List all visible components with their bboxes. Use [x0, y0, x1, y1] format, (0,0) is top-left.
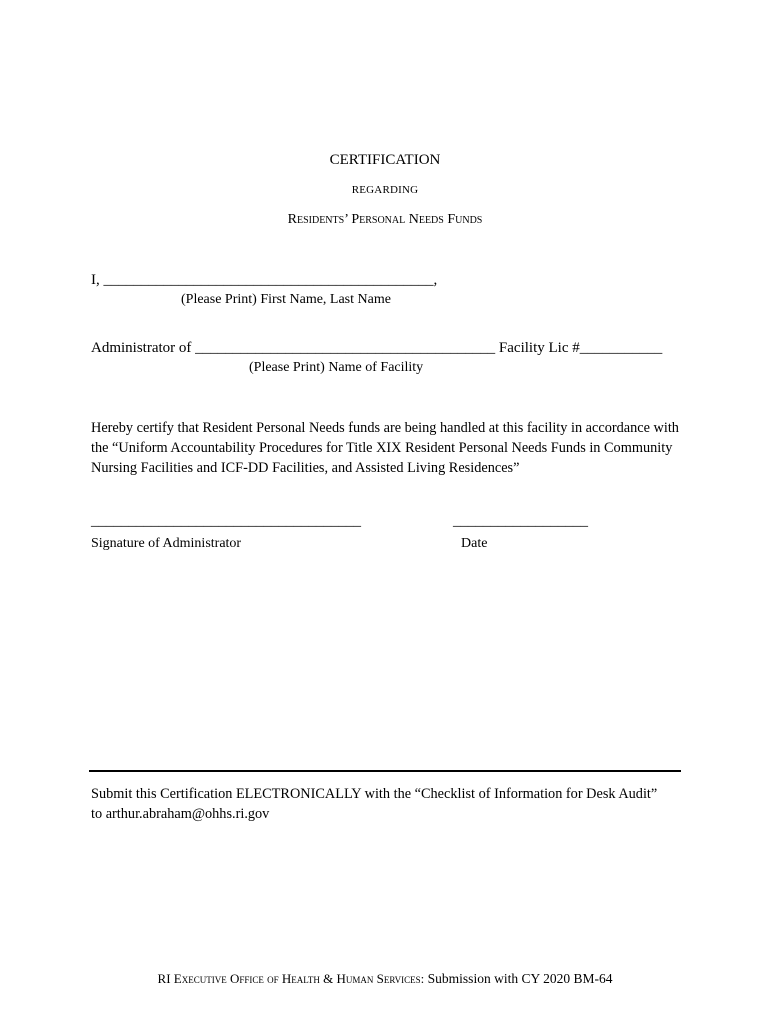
signature-line[interactable]: ____________________________________ [91, 513, 361, 529]
name-row [91, 272, 437, 289]
footer-submission: Submission with CY 2020 BM-64 [427, 971, 613, 986]
date-line[interactable]: __________________ [453, 513, 588, 529]
facility-name-input-line[interactable]: ________________________________________ [195, 340, 496, 356]
certification-statement: Hereby certify that Resident Personal Needs funds are being handled at this facility in accordance with the “Uniform Accountability Procedures for Title XIX Resident Personal Needs Funds in Community Nursing Facilities and ICF-DD Facilities, and Assisted Living Residences” [91, 420, 679, 476]
facility-lic-input-line[interactable]: ___________ [579, 340, 663, 356]
name-suffix: , [433, 272, 438, 288]
date-label: Date [461, 536, 488, 551]
page-subject: Residents’ Personal Needs Funds [287, 212, 483, 227]
name-hint: (Please Print) First Name, Last Name [181, 292, 391, 307]
page-title: CERTIFICATION [329, 152, 441, 168]
submission-instructions: Submit this Certification ELECTRONICALLY with the “Checklist of Information for Desk Audit” to arthur.abraham@ohhs.ri.gov [91, 786, 658, 822]
footer-agency: RI Executive Office of Health & Human Services: [157, 971, 425, 986]
section-divider [89, 770, 681, 772]
administrator-of-label: Administrator of [91, 340, 192, 356]
facility-row [91, 340, 662, 357]
signature-label: Signature of Administrator [91, 536, 242, 551]
name-prefix: I, [91, 272, 100, 288]
page-footer [0, 971, 770, 987]
page-subtitle: REGARDING [351, 184, 419, 196]
name-input-line[interactable]: ____________________________________________ [103, 272, 434, 288]
facility-hint: (Please Print) Name of Facility [249, 360, 424, 375]
facility-lic-label: Facility Lic # [498, 340, 580, 356]
